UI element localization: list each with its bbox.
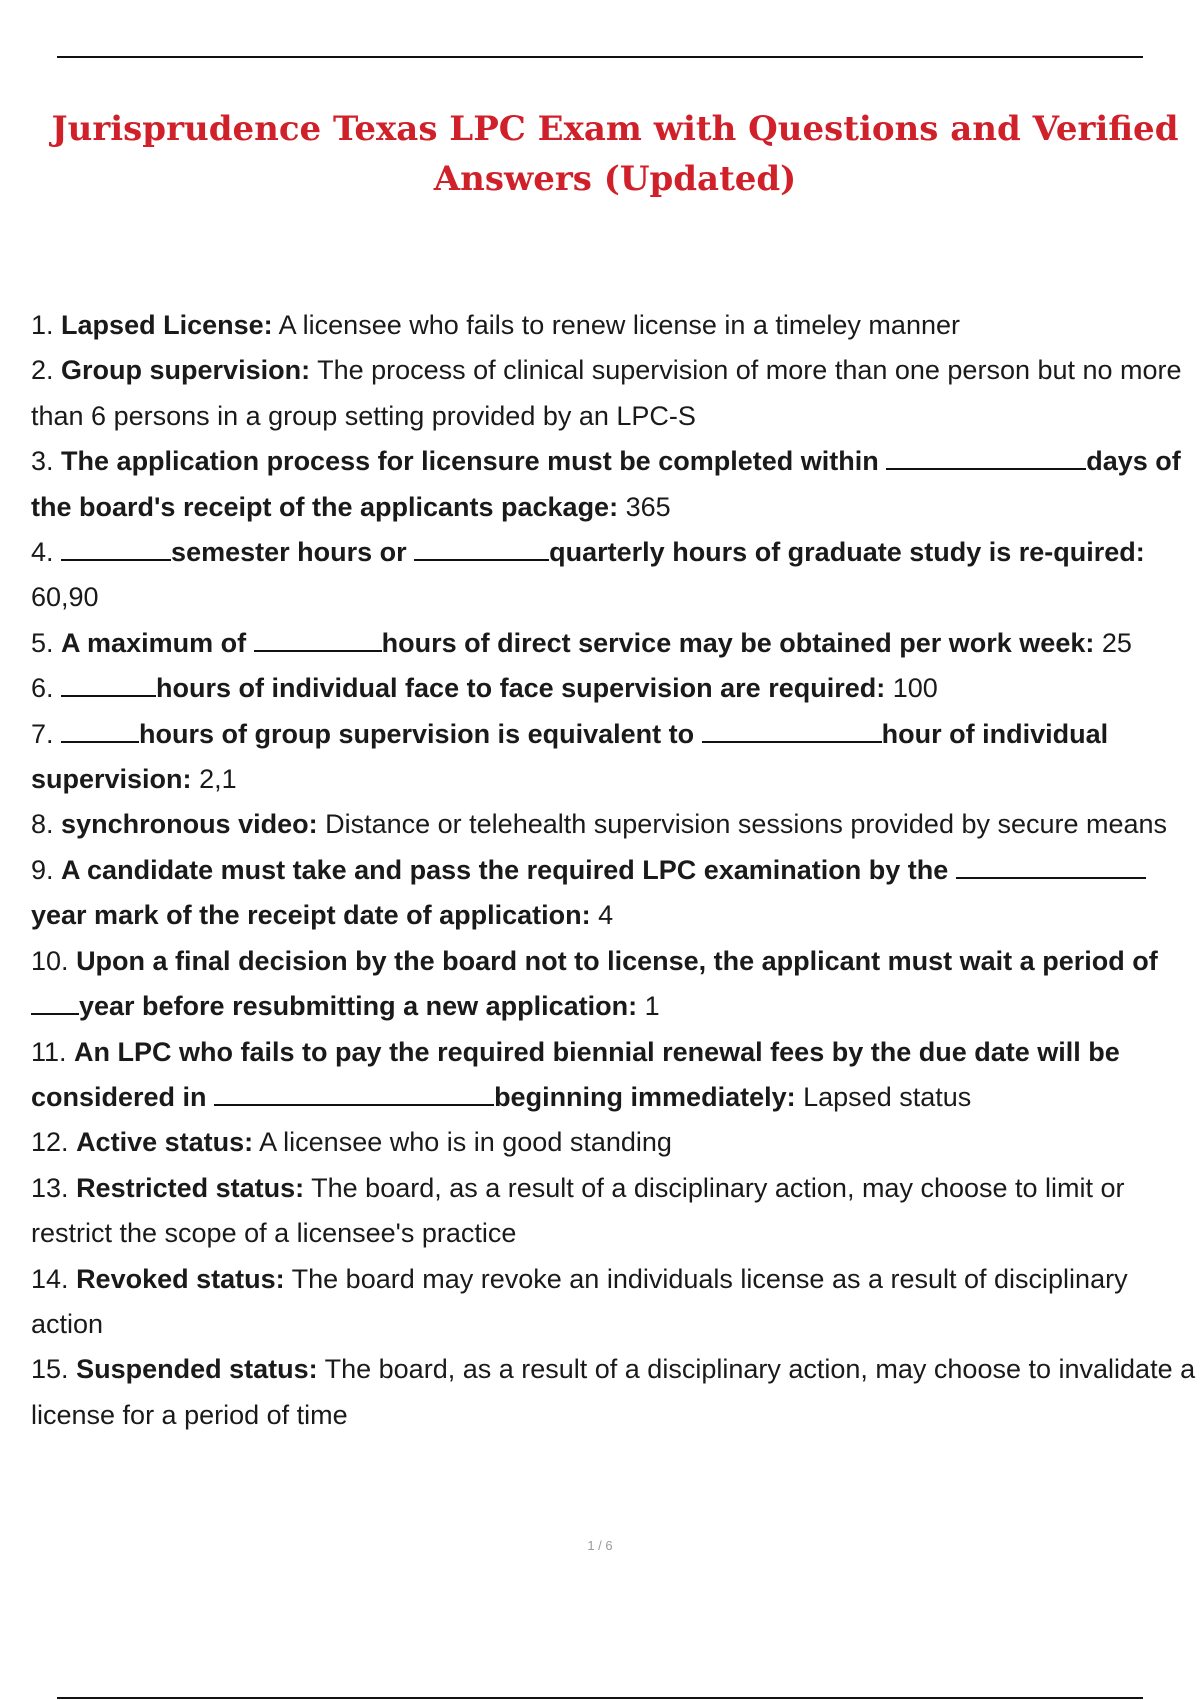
qa-item-2 bbox=[31, 348, 1196, 439]
answer-text: Distance or telehealth supervision sessions provided by secure means bbox=[325, 809, 1168, 840]
answer-text: The process of clinical supervision of more than one person but no more than 6 persons in a group setting provided by an LPC-S bbox=[31, 355, 1182, 431]
answer-text: The board, as a result of a disciplinary action, may choose to invalidate a license for a period of time bbox=[31, 1354, 1196, 1430]
page-number: 1 / 6 bbox=[587, 1538, 613, 1553]
answer-text: 100 bbox=[892, 673, 938, 704]
answer-blank bbox=[702, 719, 882, 743]
qa-item-14 bbox=[31, 1257, 1196, 1348]
qa-item-8 bbox=[31, 802, 1196, 847]
qa-item-4 bbox=[31, 530, 1196, 621]
item-number: 15. bbox=[31, 1354, 69, 1385]
question-text-part-2: hour of individual supervision: bbox=[31, 718, 1109, 795]
document-title: Jurisprudence Texas LPC Exam with Questions and Verified Answers (Updated) bbox=[51, 109, 1179, 199]
question-text-part-1: The application process for licensure must be completed within bbox=[61, 446, 879, 477]
answer-blank bbox=[61, 719, 139, 743]
answer-blank bbox=[214, 1082, 494, 1106]
item-number: 11. bbox=[31, 1036, 67, 1067]
answer-text: A licensee who is in good standing bbox=[259, 1127, 672, 1158]
bottom-rule bbox=[57, 1697, 1143, 1699]
answer-text: Lapsed status bbox=[803, 1081, 972, 1112]
top-rule bbox=[57, 56, 1143, 58]
question-text-part-1: hours of group supervision is equivalent to bbox=[139, 718, 695, 749]
answer-text: 1 bbox=[644, 991, 660, 1022]
answer-blank bbox=[61, 537, 171, 561]
question-text-part-2: days of the board's receipt of the applicants package: bbox=[31, 446, 1181, 522]
answer-text: 4 bbox=[598, 900, 614, 931]
answer-text: 25 bbox=[1101, 627, 1132, 658]
item-number: 9. bbox=[31, 854, 54, 885]
question-text: Restricted status: bbox=[76, 1172, 305, 1203]
answer-blank bbox=[886, 446, 1086, 470]
answer-text: The board may revoke an individuals license as a result of disciplinary action bbox=[31, 1263, 1128, 1339]
question-text-part-1: An LPC who fails to pay the required biennial renewal fees by the due date will be considered in bbox=[31, 1036, 1120, 1112]
qa-item-9 bbox=[31, 848, 1196, 939]
question-text: synchronous video: bbox=[61, 809, 318, 840]
item-number: 7. bbox=[31, 718, 54, 749]
question-text-part-2: beginning immediately: bbox=[494, 1081, 796, 1112]
answer-blank bbox=[31, 991, 79, 1015]
question-text-part-2: quarterly hours of graduate study is re-quired: bbox=[549, 537, 1145, 568]
question-text-part-1: hours of individual face to face supervision are required: bbox=[156, 673, 886, 704]
question-text-part-2: year before resubmitting a new application: bbox=[79, 991, 638, 1022]
qa-item-10 bbox=[31, 939, 1196, 1030]
question-text: Revoked status: bbox=[76, 1263, 285, 1294]
item-number: 14. bbox=[31, 1263, 69, 1294]
answer-text: The board, as a result of a disciplinary action, may choose to limit or restrict the scope of a licensee's practice bbox=[31, 1172, 1125, 1249]
answer-text: 365 bbox=[625, 491, 671, 522]
answer-text: 60,90 bbox=[31, 582, 99, 613]
qa-item-15 bbox=[31, 1347, 1196, 1438]
item-number: 6. bbox=[31, 673, 54, 704]
answer-blank bbox=[414, 537, 549, 561]
item-number: 13. bbox=[31, 1172, 69, 1203]
qa-item-3 bbox=[31, 439, 1196, 530]
qa-item-6 bbox=[31, 666, 1196, 711]
item-number: 4. bbox=[31, 537, 54, 568]
question-text: Lapsed License: bbox=[61, 310, 273, 340]
qa-item-12 bbox=[31, 1120, 1196, 1165]
question-text-part-2: year mark of the receipt date of application: bbox=[31, 900, 591, 931]
qa-item-13 bbox=[31, 1166, 1196, 1257]
answer-text: A licensee who fails to renew license in a timeley manner bbox=[278, 310, 960, 340]
question-text: Group supervision: bbox=[61, 355, 311, 386]
item-number: 3. bbox=[31, 446, 54, 477]
question-text-part-1: semester hours or bbox=[171, 537, 407, 568]
question-text-part-2: hours of direct service may be obtained per work week: bbox=[381, 627, 1095, 658]
item-number: 2. bbox=[31, 355, 54, 386]
qa-item-5 bbox=[31, 621, 1196, 666]
answer-blank bbox=[254, 628, 382, 652]
question-text-part-1: Upon a final decision by the board not to license, the applicant must wait a period of bbox=[76, 945, 1158, 976]
question-text-part-1: A maximum of bbox=[61, 627, 247, 658]
answer-text: 2,1 bbox=[199, 764, 237, 795]
question-text: Suspended status: bbox=[76, 1354, 318, 1385]
qa-item-11 bbox=[31, 1030, 1196, 1121]
item-number: 12. bbox=[31, 1127, 69, 1158]
item-number: 8. bbox=[31, 809, 54, 840]
item-number: 1. bbox=[31, 310, 54, 340]
answer-blank bbox=[61, 673, 156, 697]
item-number: 5. bbox=[31, 627, 54, 658]
qa-item-1 bbox=[31, 303, 1196, 348]
question-text: Active status: bbox=[76, 1127, 254, 1158]
qa-list bbox=[31, 303, 1196, 1438]
qa-item-7 bbox=[31, 712, 1196, 803]
item-number: 10. bbox=[31, 945, 69, 976]
answer-blank bbox=[956, 855, 1146, 879]
question-text-part-1: A candidate must take and pass the required LPC examination by the bbox=[61, 854, 949, 885]
